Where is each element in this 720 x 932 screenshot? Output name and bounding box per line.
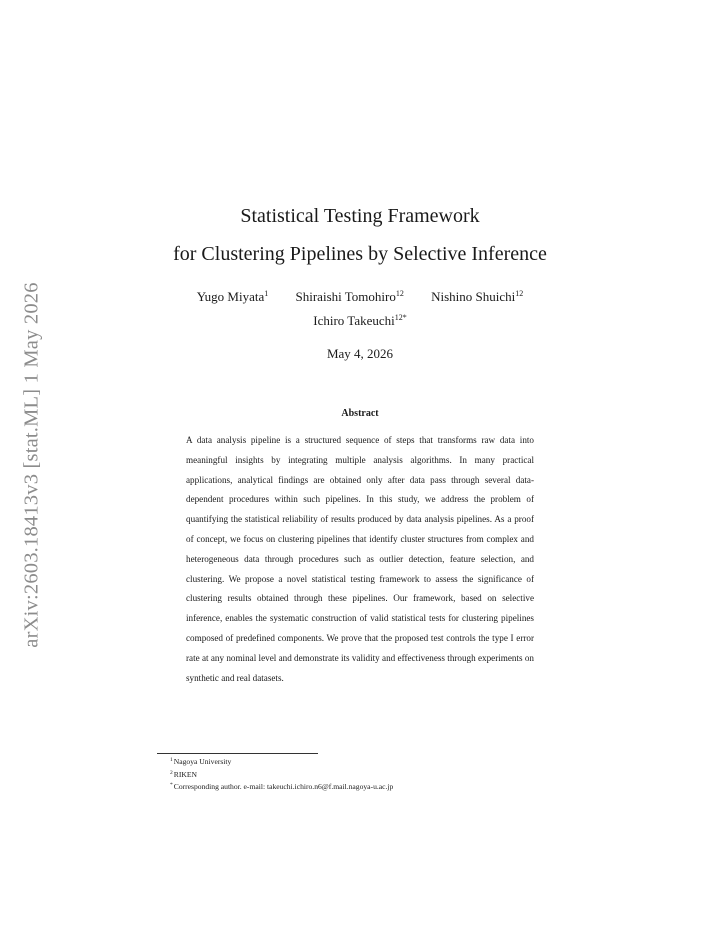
author: [431, 289, 523, 305]
author-affiliation-mark: 12*: [394, 313, 407, 322]
footnote-mark: *: [170, 782, 173, 789]
abstract-heading: Abstract: [341, 408, 379, 419]
author-name: Shiraishi Tomohiro: [295, 289, 396, 304]
title-line-1: Statistical Testing Framework: [240, 205, 480, 227]
footnote-mark: 2: [170, 769, 173, 776]
author-affiliation-mark: 12: [395, 289, 404, 298]
author-affiliation-mark: 1: [264, 289, 269, 298]
arxiv-identifier-stamp: arXiv:2603.18413v3 [stat.ML] 1 May 2026: [20, 282, 43, 648]
author-name: Nishino Shuichi: [431, 289, 516, 304]
footnote-divider: [157, 753, 318, 754]
footnote-text: Nagoya University: [173, 757, 232, 766]
author: [296, 289, 404, 305]
footnote: [170, 756, 590, 769]
footnote: [170, 781, 590, 794]
title-line-2: for Clustering Pipelines by Selective Inference: [173, 243, 547, 265]
author-affiliation-mark: 12: [515, 289, 524, 298]
author: [313, 313, 407, 329]
paper-title: [0, 197, 720, 273]
author-name: Ichiro Takeuchi: [313, 313, 395, 328]
footnote-text: RIKEN: [173, 769, 197, 779]
author-list: [0, 289, 720, 305]
footnotes: [170, 756, 590, 794]
footnote: [170, 769, 590, 782]
author: [197, 289, 269, 305]
footnote-text: Corresponding author. e-mail: takeuchi.ichiro.n6@f.mail.nagoya-u.ac.jp: [173, 782, 394, 792]
author-name: Yugo Miyata: [196, 289, 265, 304]
abstract-text: A data analysis pipeline is a structured sequence of steps that transforms raw data into meaningful insights by integrating multiple analysis algorithms. In many practical applications, analytical findings are obtained only after data pass through several data-dependent procedures within such pipelines. In this study, we address the problem of quantifying the statistical reliability of results produced by data analysis pipelines. As a proof of concept, we focus on clustering pipelines that identify cluster structures from complex and heterogeneous data through procedures such as outlier detection, feature selection, and clustering. We propose a novel statistical testing framework to assess the significance of clustering results obtained through these pipelines. Our framework, based on selective inference, enables the systematic construction of valid statistical tests for clustering pipelines composed of predefined components. We prove that the proposed test controls the type I error rate at any nominal level and demonstrate its validity and effectiveness through experiments on synthetic and real datasets.: [186, 435, 534, 683]
author-list-second-line: [0, 313, 720, 329]
publication-date: May 4, 2026: [326, 346, 394, 361]
footnote-mark: 1: [170, 757, 173, 763]
